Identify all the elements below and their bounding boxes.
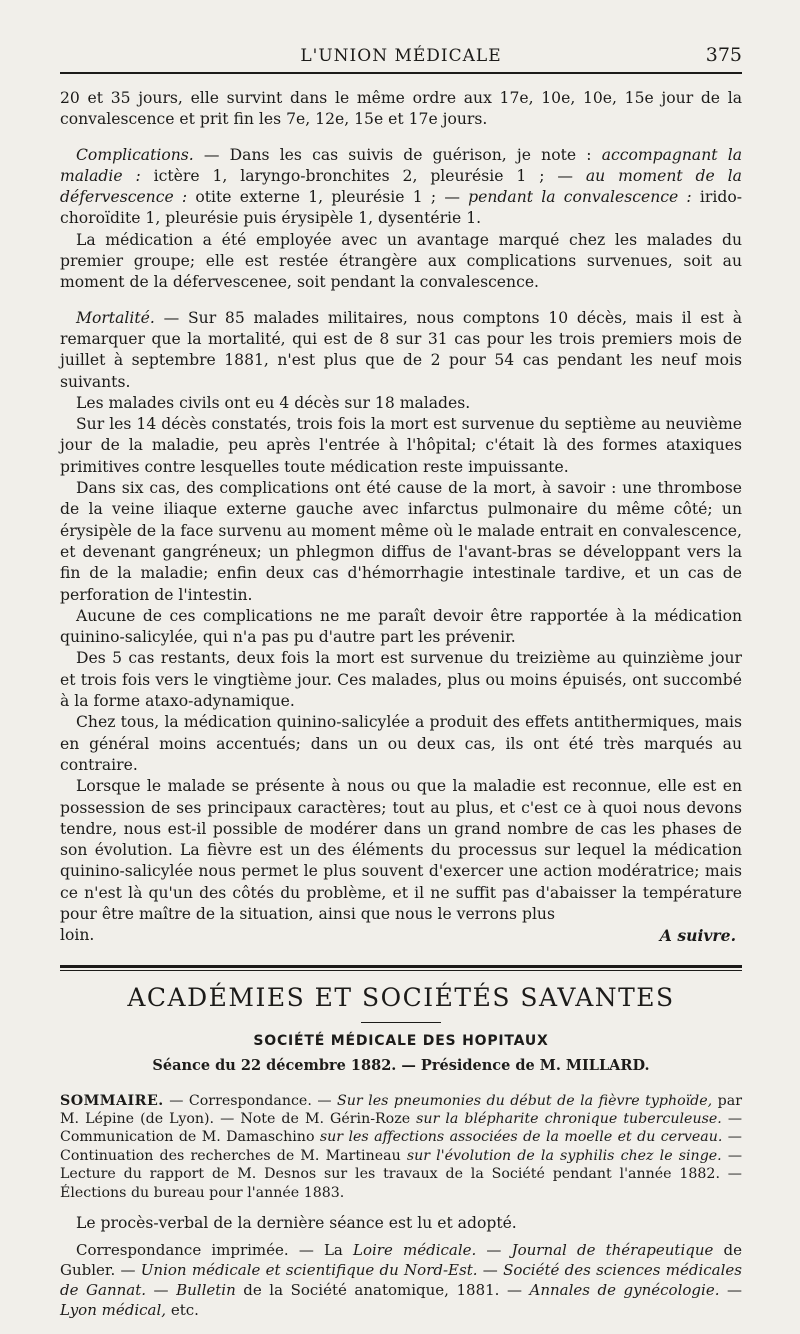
- paragraph-complications: Complications. — Dans les cas suivis de guérison, je note : accompagnant la maladie : ictère 1, laryngo-bronchites 2, pleurésie 1 ; — au moment de la défervescence : otite externe 1, pleurésie 1 ; — pendant la convalescence : irido-choroïdite 1, pleurésie puis érysipèle 1, dysentérie 1.: [60, 145, 742, 228]
- paragraph-conclusion: Lorsque le malade se présente à nous ou que la maladie est reconnue, elle est en possession de ses principaux caractères; tout au plus, et c'est ce à quoi nous devons tendre, nous est-il possible de modérer dans un grand nombre de cas les phases de son évolution. La fièvre est un des éléments du processus sur lequel la médication quinino-salicylée nous permet le plus souvent d'exercer une action modératrice; mais ce n'est là qu'un des côtés du problème, et il ne suffit pas d'abaisser la température pour être maître de la situation, ainsi que nous le verrons plus: [60, 777, 742, 923]
- paragraph-medication: La médication a été employée avec un avantage marqué chez les malades du premier groupe; elle est restée étrangère aux complications survenues, soit au moment de la défervescenee, soit pendant la convalescence.: [60, 230, 742, 292]
- paragraph-not-attributable: Aucune de ces complications ne me paraît devoir être rapportée à la médication quinino-salicylée, qui n'a pas pu d'autre part les prévenir.: [60, 606, 742, 647]
- correspondence-block: Correspondance imprimée. — La Loire médicale. — Journal de thérapeutique de Gubler. — Union médicale et scientifique du Nord-Est. — Société des sciences médicales de Gannat. — Bulletin de la Société anatomique, 1881. — Annales de gynécologie. — Lyon médical, etc.: [60, 1241, 743, 1320]
- summary-block: SOMMAIRE. — Correspondance. — Sur les pneumonies du début de la fièvre typhoïde, par M. Lépine (de Lyon). — Note de M. Gérin-Roze sur la blépharite chronique tuberculeuse. — Communication de M. Damaschino sur les affections associées de la moelle et du cerveau. — Continuation des recherches de M. Martineau sur l'évolution de la syphilis chez le singe. — Lecture du rapport de M. Desnos sur les travaux de la Société pendant l'année 1882. — Élections du bureau pour l'année 1883.: [60, 1092, 743, 1201]
- section-divider: [60, 965, 742, 971]
- summary-label: SOMMAIRE.: [60, 1092, 164, 1109]
- section-title: ACADÉMIES ET SOCIÉTÉS SAVANTES: [127, 982, 675, 1012]
- society-name: SOCIÉTÉ MÉDICALE DES HOPITAUX: [253, 1032, 549, 1049]
- minutes-line: Le procès-verbal de la dernière séance est lu et adopté.: [76, 1214, 517, 1233]
- paragraph-deaths: Sur les 14 décès constatés, trois fois la mort est survenue du septième au neuvième jour de la maladie, peu après l'entrée à l'hôpital; c'était là des formes ataxiques primitives contre lesquelles toute médication reste impuissante.: [60, 415, 742, 476]
- title-underline: [361, 1022, 441, 1023]
- journal-title: L'UNION MÉDICALE: [300, 46, 502, 66]
- running-head: [60, 0, 742, 74]
- paragraph-complications-causes: Dans six cas, des complications ont été cause de la mort, à savoir : une thrombose de la veine iliaque externe gauche avec infarctus pulmonaire du même côté; un érysipèle de la face survenu au moment même où le malade entrait en convalescence, et devenant gangréneux; un phlegmon diffus de l'avant-bras se développant vers la fin de la maladie; enfin deux cas d'hémorrhagie intestinale tardive, et un cas de perforation de l'intestin.: [60, 479, 742, 604]
- closing-line: [60, 925, 742, 946]
- mortality-label: Mortalité.: [76, 308, 155, 327]
- paragraph-convalescence: 20 et 35 jours, elle survint dans le même ordre aux 17e, 10e, 10e, 15e jour de la convalescence et prit fin les 7e, 12e, 15e et 17e jours.: [60, 89, 742, 129]
- article-body: [60, 88, 742, 947]
- paragraph-remaining-cases: Des 5 cas restants, deux fois la mort est survenue du treizième au quinzième jour et trois fois vers le vingtième jour. Ces malades, plus ou moins épuisés, ont succombé à la forme ataxo-adynamique.: [60, 649, 742, 711]
- page-number: 375: [705, 44, 742, 66]
- session-line: Séance du 22 décembre 1882. — Présidence de M. MILLARD.: [152, 1056, 650, 1074]
- paragraph-civil-cases: Les malades civils ont eu 4 décès sur 18 malades.: [76, 393, 471, 412]
- closing-word: loin.: [60, 926, 95, 945]
- paragraph-mortality: Mortalité. — Sur 85 malades militaires, nous comptons 10 décès, mais il est à remarquer que la mortalité, qui est de 8 sur 31 cas pour les trois premiers mois de juillet à septembre 1881, n'est plus que de 2 pour 54 cas pendant les neuf mois suivants.: [60, 308, 742, 391]
- complications-label: Complications.: [76, 145, 194, 164]
- paragraph-antithermic: Chez tous, la médication quinino-salicylée a produit des effets antithermiques, mais en général moins accentués; dans un ou deux cas, ils ont été très marqués au contraire.: [60, 713, 742, 774]
- to-be-continued: A suivre.: [659, 926, 736, 946]
